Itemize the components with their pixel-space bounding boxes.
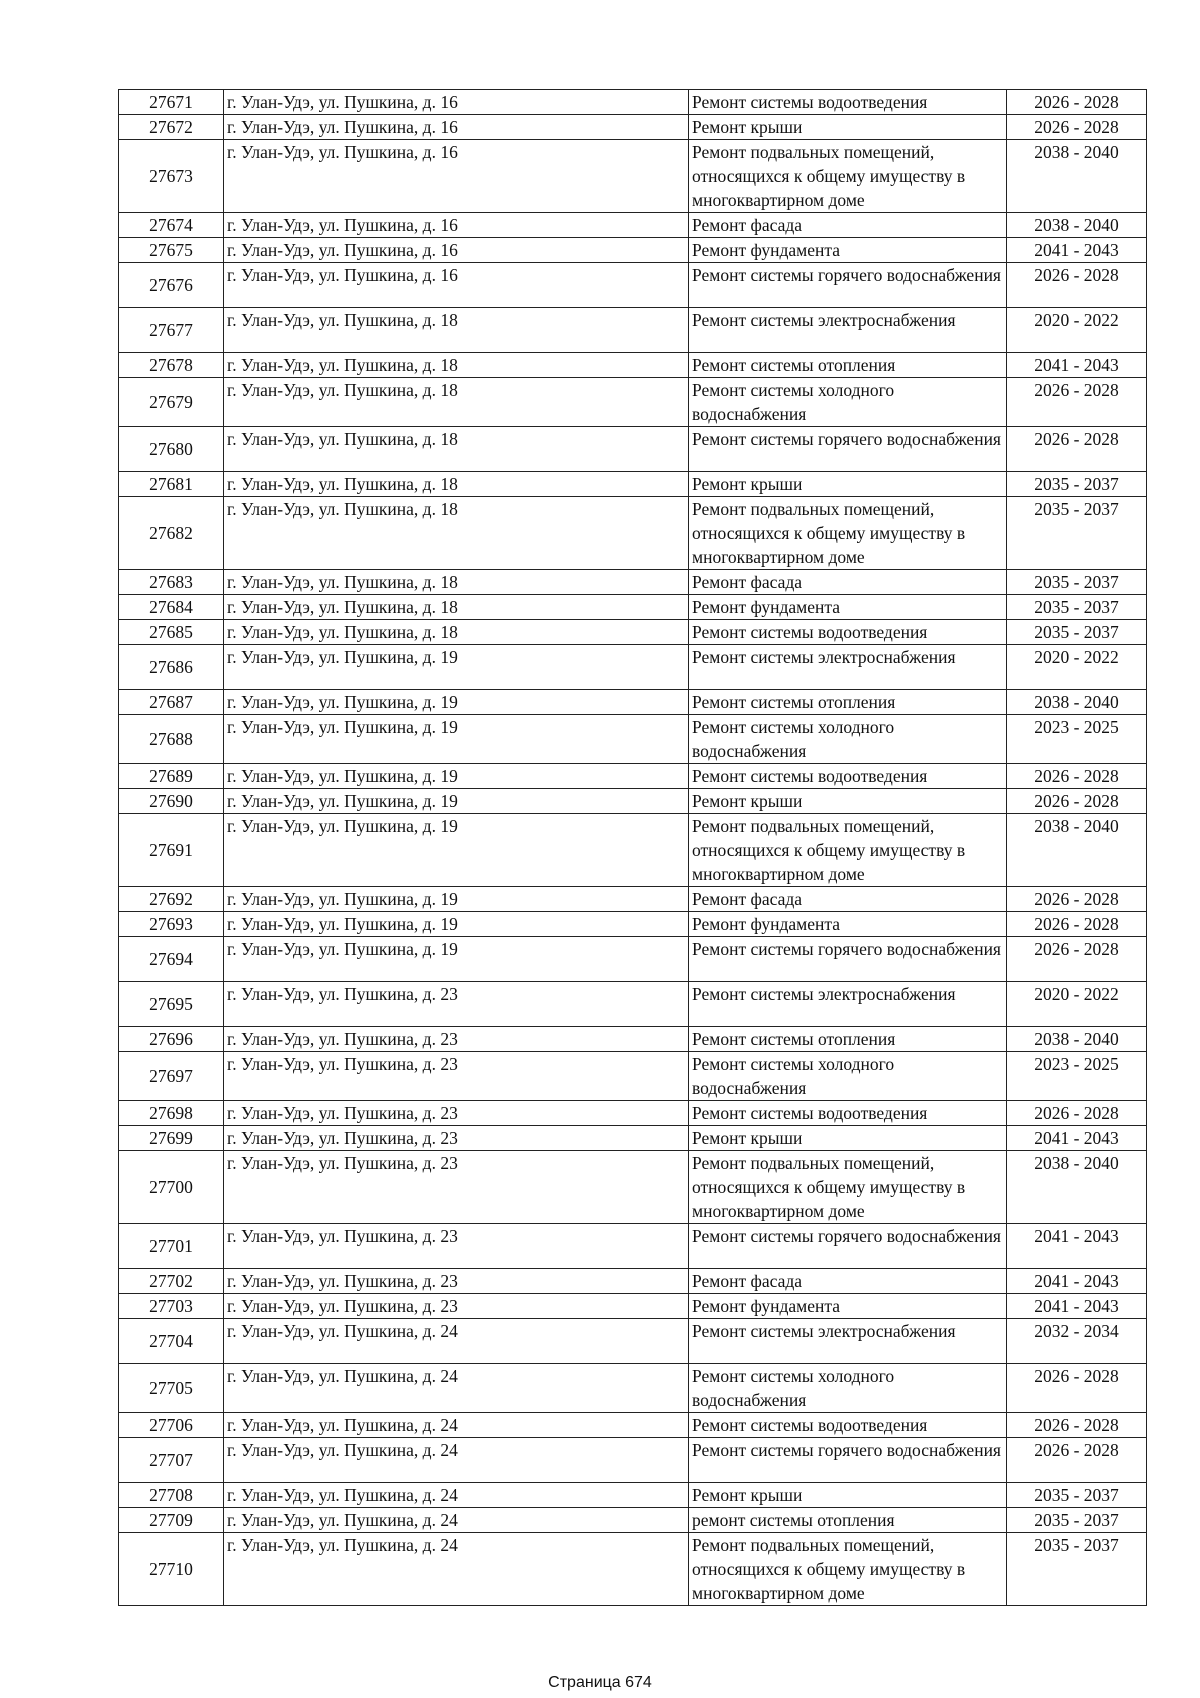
work-type-cell: Ремонт крыши: [689, 472, 1007, 497]
table-row: [119, 353, 1147, 378]
period-cell: 2041 - 2043: [1007, 1126, 1147, 1151]
address-cell: г. Улан-Удэ, ул. Пушкина, д. 23: [224, 1294, 689, 1319]
work-type-cell: Ремонт системы электроснабжения: [689, 982, 1007, 1027]
table-row: [119, 1508, 1147, 1533]
period-cell: 2020 - 2022: [1007, 308, 1147, 353]
period-cell: 2041 - 2043: [1007, 353, 1147, 378]
address-cell: г. Улан-Удэ, ул. Пушкина, д. 19: [224, 645, 689, 690]
work-type-cell: Ремонт фундамента: [689, 238, 1007, 263]
table-row: [119, 789, 1147, 814]
table-row: [119, 1269, 1147, 1294]
record-number-cell: 27698: [119, 1101, 224, 1126]
work-type-cell: Ремонт системы водоотведения: [689, 1101, 1007, 1126]
record-number-cell: 27703: [119, 1294, 224, 1319]
period-cell: 2023 - 2025: [1007, 1052, 1147, 1101]
address-cell: г. Улан-Удэ, ул. Пушкина, д. 23: [224, 1052, 689, 1101]
record-number-cell: 27685: [119, 620, 224, 645]
work-type-cell: Ремонт системы водоотведения: [689, 1413, 1007, 1438]
work-type-cell: Ремонт подвальных помещений, относящихся к общему имуществу в многоквартирном доме: [689, 1151, 1007, 1224]
work-type-cell: Ремонт крыши: [689, 115, 1007, 140]
table-row: [119, 1438, 1147, 1483]
table-row: [119, 1533, 1147, 1606]
period-cell: 2038 - 2040: [1007, 1151, 1147, 1224]
address-cell: г. Улан-Удэ, ул. Пушкина, д. 23: [224, 982, 689, 1027]
address-cell: г. Улан-Удэ, ул. Пушкина, д. 18: [224, 570, 689, 595]
table-row: [119, 1364, 1147, 1413]
address-cell: г. Улан-Удэ, ул. Пушкина, д. 23: [224, 1101, 689, 1126]
period-cell: 2035 - 2037: [1007, 570, 1147, 595]
record-number-cell: 27695: [119, 982, 224, 1027]
work-type-cell: Ремонт фасада: [689, 213, 1007, 238]
address-cell: г. Улан-Удэ, ул. Пушкина, д. 24: [224, 1364, 689, 1413]
work-type-cell: Ремонт системы отопления: [689, 690, 1007, 715]
period-cell: 2032 - 2034: [1007, 1319, 1147, 1364]
record-number-cell: 27684: [119, 595, 224, 620]
address-cell: г. Улан-Удэ, ул. Пушкина, д. 18: [224, 353, 689, 378]
period-cell: 2035 - 2037: [1007, 472, 1147, 497]
address-cell: г. Улан-Удэ, ул. Пушкина, д. 19: [224, 715, 689, 764]
record-number-cell: 27694: [119, 937, 224, 982]
work-type-cell: Ремонт фасада: [689, 887, 1007, 912]
table-row: [119, 937, 1147, 982]
table-row: [119, 764, 1147, 789]
table-row: [119, 1483, 1147, 1508]
work-type-cell: Ремонт системы отопления: [689, 353, 1007, 378]
register-table-body: [119, 90, 1147, 1606]
record-number-cell: 27710: [119, 1533, 224, 1606]
record-number-cell: 27692: [119, 887, 224, 912]
address-cell: г. Улан-Удэ, ул. Пушкина, д. 16: [224, 263, 689, 308]
address-cell: г. Улан-Удэ, ул. Пушкина, д. 24: [224, 1319, 689, 1364]
address-cell: г. Улан-Удэ, ул. Пушкина, д. 23: [224, 1027, 689, 1052]
record-number-cell: 27671: [119, 90, 224, 115]
address-cell: г. Улан-Удэ, ул. Пушкина, д. 23: [224, 1151, 689, 1224]
record-number-cell: 27706: [119, 1413, 224, 1438]
table-row: [119, 1151, 1147, 1224]
work-type-cell: Ремонт системы холодного водоснабжения: [689, 715, 1007, 764]
address-cell: г. Улан-Удэ, ул. Пушкина, д. 18: [224, 308, 689, 353]
record-number-cell: 27682: [119, 497, 224, 570]
record-number-cell: 27697: [119, 1052, 224, 1101]
table-row: [119, 427, 1147, 472]
work-type-cell: Ремонт крыши: [689, 789, 1007, 814]
period-cell: 2026 - 2028: [1007, 912, 1147, 937]
work-type-cell: Ремонт системы горячего водоснабжения: [689, 937, 1007, 982]
record-number-cell: 27675: [119, 238, 224, 263]
address-cell: г. Улан-Удэ, ул. Пушкина, д. 24: [224, 1508, 689, 1533]
table-row: [119, 263, 1147, 308]
period-cell: 2023 - 2025: [1007, 715, 1147, 764]
period-cell: 2035 - 2037: [1007, 1533, 1147, 1606]
table-row: [119, 887, 1147, 912]
period-cell: 2041 - 2043: [1007, 1269, 1147, 1294]
period-cell: 2026 - 2028: [1007, 115, 1147, 140]
period-cell: 2026 - 2028: [1007, 937, 1147, 982]
record-number-cell: 27676: [119, 263, 224, 308]
record-number-cell: 27678: [119, 353, 224, 378]
record-number-cell: 27708: [119, 1483, 224, 1508]
table-row: [119, 982, 1147, 1027]
period-cell: 2026 - 2028: [1007, 427, 1147, 472]
record-number-cell: 27709: [119, 1508, 224, 1533]
period-cell: 2035 - 2037: [1007, 595, 1147, 620]
table-row: [119, 715, 1147, 764]
table-row: [119, 620, 1147, 645]
period-cell: 2020 - 2022: [1007, 982, 1147, 1027]
record-number-cell: 27680: [119, 427, 224, 472]
record-number-cell: 27696: [119, 1027, 224, 1052]
address-cell: г. Улан-Удэ, ул. Пушкина, д. 19: [224, 789, 689, 814]
page-number-footer: Страница 674: [548, 1674, 652, 1691]
record-number-cell: 27689: [119, 764, 224, 789]
address-cell: г. Улан-Удэ, ул. Пушкина, д. 16: [224, 238, 689, 263]
address-cell: г. Улан-Удэ, ул. Пушкина, д. 16: [224, 213, 689, 238]
record-number-cell: 27688: [119, 715, 224, 764]
record-number-cell: 27686: [119, 645, 224, 690]
period-cell: 2038 - 2040: [1007, 690, 1147, 715]
work-type-cell: Ремонт системы электроснабжения: [689, 1319, 1007, 1364]
address-cell: г. Улан-Удэ, ул. Пушкина, д. 24: [224, 1533, 689, 1606]
table-row: [119, 213, 1147, 238]
record-number-cell: 27683: [119, 570, 224, 595]
period-cell: 2026 - 2028: [1007, 887, 1147, 912]
work-type-cell: Ремонт подвальных помещений, относящихся к общему имуществу в многоквартирном доме: [689, 814, 1007, 887]
period-cell: 2020 - 2022: [1007, 645, 1147, 690]
period-cell: 2026 - 2028: [1007, 789, 1147, 814]
table-row: [119, 1413, 1147, 1438]
address-cell: г. Улан-Удэ, ул. Пушкина, д. 16: [224, 140, 689, 213]
table-row: [119, 570, 1147, 595]
address-cell: г. Улан-Удэ, ул. Пушкина, д. 24: [224, 1413, 689, 1438]
table-row: [119, 912, 1147, 937]
period-cell: 2038 - 2040: [1007, 1027, 1147, 1052]
period-cell: 2038 - 2040: [1007, 213, 1147, 238]
period-cell: 2026 - 2028: [1007, 90, 1147, 115]
work-type-cell: Ремонт системы водоотведения: [689, 620, 1007, 645]
record-number-cell: 27691: [119, 814, 224, 887]
period-cell: 2038 - 2040: [1007, 140, 1147, 213]
address-cell: г. Улан-Удэ, ул. Пушкина, д. 19: [224, 690, 689, 715]
table-row: [119, 497, 1147, 570]
address-cell: г. Улан-Удэ, ул. Пушкина, д. 18: [224, 497, 689, 570]
table-row: [119, 90, 1147, 115]
period-cell: 2026 - 2028: [1007, 1413, 1147, 1438]
period-cell: 2041 - 2043: [1007, 238, 1147, 263]
table-row: [119, 140, 1147, 213]
work-type-cell: Ремонт системы водоотведения: [689, 90, 1007, 115]
record-number-cell: 27702: [119, 1269, 224, 1294]
period-cell: 2026 - 2028: [1007, 1438, 1147, 1483]
address-cell: г. Улан-Удэ, ул. Пушкина, д. 23: [224, 1269, 689, 1294]
table-row: [119, 595, 1147, 620]
period-cell: 2026 - 2028: [1007, 378, 1147, 427]
address-cell: г. Улан-Удэ, ул. Пушкина, д. 18: [224, 620, 689, 645]
record-number-cell: 27693: [119, 912, 224, 937]
period-cell: 2026 - 2028: [1007, 1364, 1147, 1413]
period-cell: 2035 - 2037: [1007, 497, 1147, 570]
address-cell: г. Улан-Удэ, ул. Пушкина, д. 24: [224, 1483, 689, 1508]
table-row: [119, 1027, 1147, 1052]
table-row: [119, 1101, 1147, 1126]
work-type-cell: Ремонт подвальных помещений, относящихся к общему имуществу в многоквартирном доме: [689, 497, 1007, 570]
record-number-cell: 27707: [119, 1438, 224, 1483]
record-number-cell: 27679: [119, 378, 224, 427]
work-type-cell: Ремонт системы холодного водоснабжения: [689, 1364, 1007, 1413]
work-type-cell: Ремонт подвальных помещений, относящихся к общему имуществу в многоквартирном доме: [689, 140, 1007, 213]
record-number-cell: 27704: [119, 1319, 224, 1364]
period-cell: 2041 - 2043: [1007, 1224, 1147, 1269]
address-cell: г. Улан-Удэ, ул. Пушкина, д. 19: [224, 937, 689, 982]
address-cell: г. Улан-Удэ, ул. Пушкина, д. 18: [224, 427, 689, 472]
period-cell: 2026 - 2028: [1007, 764, 1147, 789]
work-type-cell: Ремонт системы горячего водоснабжения: [689, 427, 1007, 472]
work-type-cell: Ремонт системы электроснабжения: [689, 308, 1007, 353]
work-type-cell: Ремонт системы отопления: [689, 1027, 1007, 1052]
table-row: [119, 1294, 1147, 1319]
table-row: [119, 1319, 1147, 1364]
record-number-cell: 27690: [119, 789, 224, 814]
table-row: [119, 645, 1147, 690]
work-type-cell: Ремонт системы холодного водоснабжения: [689, 1052, 1007, 1101]
work-type-cell: Ремонт системы водоотведения: [689, 764, 1007, 789]
work-type-cell: Ремонт фундамента: [689, 1294, 1007, 1319]
record-number-cell: 27701: [119, 1224, 224, 1269]
table-row: [119, 690, 1147, 715]
period-cell: 2026 - 2028: [1007, 263, 1147, 308]
address-cell: г. Улан-Удэ, ул. Пушкина, д. 23: [224, 1126, 689, 1151]
table-row: [119, 378, 1147, 427]
table-row: [119, 308, 1147, 353]
table-row: [119, 814, 1147, 887]
work-type-cell: Ремонт фасада: [689, 1269, 1007, 1294]
address-cell: г. Улан-Удэ, ул. Пушкина, д. 23: [224, 1224, 689, 1269]
work-type-cell: Ремонт подвальных помещений, относящихся к общему имуществу в многоквартирном доме: [689, 1533, 1007, 1606]
table-row: [119, 1224, 1147, 1269]
period-cell: 2035 - 2037: [1007, 1483, 1147, 1508]
work-type-cell: Ремонт крыши: [689, 1126, 1007, 1151]
period-cell: 2026 - 2028: [1007, 1101, 1147, 1126]
period-cell: 2035 - 2037: [1007, 620, 1147, 645]
table-row: [119, 1052, 1147, 1101]
table-row: [119, 472, 1147, 497]
work-type-cell: Ремонт системы горячего водоснабжения: [689, 263, 1007, 308]
record-number-cell: 27699: [119, 1126, 224, 1151]
address-cell: г. Улан-Удэ, ул. Пушкина, д. 24: [224, 1438, 689, 1483]
record-number-cell: 27687: [119, 690, 224, 715]
address-cell: г. Улан-Удэ, ул. Пушкина, д. 18: [224, 595, 689, 620]
address-cell: г. Улан-Удэ, ул. Пушкина, д. 19: [224, 912, 689, 937]
address-cell: г. Улан-Удэ, ул. Пушкина, д. 18: [224, 378, 689, 427]
work-type-cell: ремонт системы отопления: [689, 1508, 1007, 1533]
table-row: [119, 115, 1147, 140]
work-type-cell: Ремонт фасада: [689, 570, 1007, 595]
address-cell: г. Улан-Удэ, ул. Пушкина, д. 18: [224, 472, 689, 497]
table-row: [119, 238, 1147, 263]
work-type-cell: Ремонт фундамента: [689, 595, 1007, 620]
table-row: [119, 1126, 1147, 1151]
record-number-cell: 27700: [119, 1151, 224, 1224]
work-type-cell: Ремонт системы горячего водоснабжения: [689, 1438, 1007, 1483]
period-cell: 2035 - 2037: [1007, 1508, 1147, 1533]
address-cell: г. Улан-Удэ, ул. Пушкина, д. 19: [224, 814, 689, 887]
address-cell: г. Улан-Удэ, ул. Пушкина, д. 19: [224, 887, 689, 912]
record-number-cell: 27677: [119, 308, 224, 353]
work-type-cell: Ремонт системы электроснабжения: [689, 645, 1007, 690]
record-number-cell: 27674: [119, 213, 224, 238]
work-type-cell: Ремонт системы холодного водоснабжения: [689, 378, 1007, 427]
address-cell: г. Улан-Удэ, ул. Пушкина, д. 16: [224, 115, 689, 140]
address-cell: г. Улан-Удэ, ул. Пушкина, д. 19: [224, 764, 689, 789]
work-type-cell: Ремонт системы горячего водоснабжения: [689, 1224, 1007, 1269]
work-type-cell: Ремонт крыши: [689, 1483, 1007, 1508]
address-cell: г. Улан-Удэ, ул. Пушкина, д. 16: [224, 90, 689, 115]
record-number-cell: 27705: [119, 1364, 224, 1413]
record-number-cell: 27672: [119, 115, 224, 140]
work-type-cell: Ремонт фундамента: [689, 912, 1007, 937]
capital-repair-register-table: [118, 89, 1147, 1606]
period-cell: 2041 - 2043: [1007, 1294, 1147, 1319]
period-cell: 2038 - 2040: [1007, 814, 1147, 887]
record-number-cell: 27673: [119, 140, 224, 213]
record-number-cell: 27681: [119, 472, 224, 497]
